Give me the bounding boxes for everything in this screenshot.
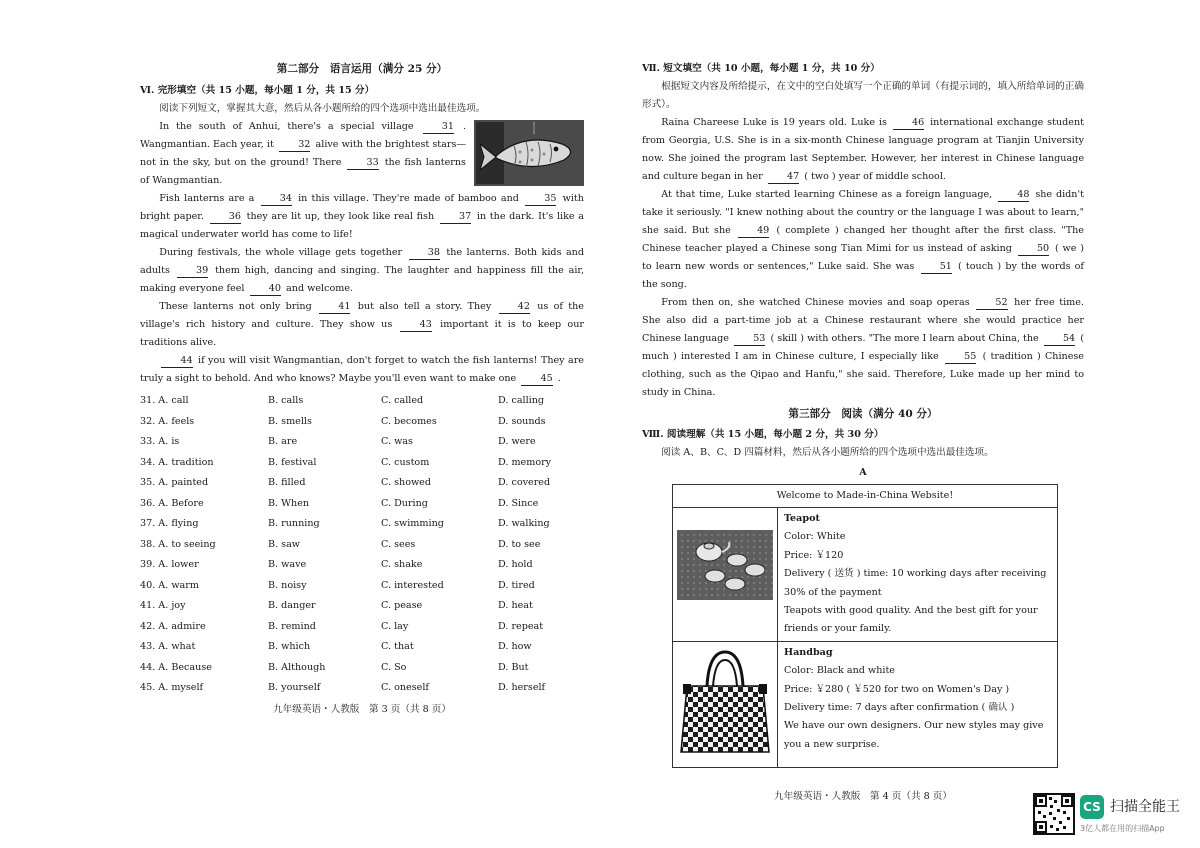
teapot-price: Price: ￥120 [784,549,844,561]
text: From then on, she watched Chinese movies and soap operas [661,297,970,308]
teapot-info [778,508,1058,642]
text: international exchange student from Georgia, U.S. She is in a six-month Chinese language program at Tianjin University now. She joined the program last September. However, her interest in Chinese language and culture began in her [642,117,1084,182]
option-choice: D. tired [498,579,535,591]
table-row [673,641,1058,767]
text: At that time, Luke started learning Chinese as a foreign language, [661,189,993,200]
option-choice: B. are [268,436,298,447]
handbag-info [778,641,1058,767]
option-choice: C. shake [381,559,423,570]
blank-31: 31 [423,120,454,134]
option-choice: B. saw [268,538,301,550]
option-choice: B. danger [268,600,316,611]
text: ( skill ) with others. "The more I learn about China, the [770,333,1039,344]
text: ( tradition ) Chinese clothing, such as the Qipao and Hanfu," she said. Therefore, Luke made up her mind to study in China. [642,351,1084,398]
option-choice: 45. A. myself [140,682,204,693]
product-table [672,484,1058,768]
option-choice: B. festival [268,456,317,468]
option-row [140,576,584,597]
text: her free time. She also did a part-time job at a Chinese restaurant where she would practice her Chinese language [642,297,1084,344]
text: they are lit up, they look like real fish [246,211,435,222]
option-choice: D. covered [498,477,551,488]
camscanner-logo: CS [1080,795,1104,819]
text: and welcome. [286,283,354,294]
text: . Wangmantian. Each year, it [140,121,466,150]
option-choice: 37. A. flying [140,518,199,529]
option-choice: D. Since [498,497,539,509]
text: alive with the brightest stars—not in the sky, but on the ground! There [140,139,466,168]
option-choice: C. pease [381,600,423,611]
text: ( touch ) by the words of the song. [642,261,1084,290]
option-choice: B. yourself [268,682,321,693]
option-choice: C. So [381,661,407,673]
cloze-options [140,391,584,699]
cloze-paragraph-4 [140,298,584,352]
handbag-description: We have our own designers. Our new styles may give you a new surprise. [784,720,1044,750]
blank-33: 33 [347,156,378,170]
part-three-title: 第三部分 阅读（满分 40 分） [788,408,938,420]
text: ( we ) to learn new words or sentences," Luke said. She was [642,243,1084,272]
text: the lanterns. Both kids and adults [140,247,584,276]
option-row [140,514,584,535]
option-choice: D. repeat [498,620,544,632]
option-choice: 40. A. warm [140,579,199,591]
option-choice: C. interested [381,579,444,591]
blank-53: 53 [734,332,765,346]
option-choice: C. that [381,641,414,652]
option-choice: B. smells [268,415,312,427]
option-choice: D. walking [498,518,550,529]
fill-instruction: 根据短文内容及所给提示，在文中的空白处填写一个正确的单词（有提示词的，填入所给单词的正确形式）。 [642,81,1084,110]
text: if you will visit Wangmantian, don't forget to watch the fish lanterns! They are truly a sight to behold. And who knows? Maybe you'll even want to make one [140,355,584,384]
option-row [140,617,584,638]
option-choice: B. which [268,641,311,652]
blank-35: 35 [525,192,556,206]
option-choice: C. called [381,395,424,406]
option-choice: C. lay [381,620,409,632]
option-choice: C. was [381,436,413,447]
fill-heading: Ⅶ. 短文填空（共 10 小题，每小题 1 分，共 10 分） [642,63,880,74]
blank-42: 42 [499,300,530,314]
option-choice: 34. A. tradition [140,456,214,468]
option-row [140,453,584,474]
handbag-photo [673,641,778,767]
option-choice: 41. A. joy [140,600,186,611]
option-choice: 39. A. lower [140,559,199,570]
fish-lantern-photo [474,120,584,186]
text: us of the village's rich history and culture. They show us [140,301,584,330]
option-choice: B. filled [268,477,306,488]
handbag-color: Color: Black and white [784,665,895,677]
teapot-delivery: Delivery ( 送货 ) time: 10 working days after receiving 30% of the payment [784,568,1047,598]
text: During festivals, the whole village gets together [159,247,403,258]
option-row [140,494,584,515]
teapot-photo [673,508,778,642]
option-row [140,432,584,453]
option-choice: 42. A. admire [140,620,206,632]
handbag-price: Price: ￥280 ( ￥520 for two on Women's Day ) [784,683,1010,695]
text: ( two ) year of middle school. [804,171,946,182]
blank-55: 55 [945,350,976,364]
cloze-heading: Ⅵ. 完形填空（共 15 小题，每小题 1 分，共 15 分） [140,85,375,96]
reading-heading: Ⅷ. 阅读理解（共 15 小题，每小题 2 分，共 30 分） [642,429,884,440]
right-page [642,60,1084,806]
text: important it is to keep our traditions alive. [140,319,584,348]
option-row [140,678,584,699]
option-choice: 31. A. call [140,395,189,406]
option-row [140,473,584,494]
option-choice: 36. A. Before [140,497,204,509]
option-choice: 43. A. what [140,641,196,652]
blank-43: 43 [400,318,431,332]
camscanner-tagline: 3亿人都在用的扫描App [1080,824,1165,833]
option-choice: D. herself [498,682,546,693]
option-row [140,391,584,412]
option-choice: D. to see [498,538,541,550]
option-choice: 44. A. Because [140,661,212,673]
text: . [557,373,561,384]
option-choice: 33. A. is [140,436,180,447]
option-choice: D. calling [498,395,545,406]
article-letter: A [859,467,867,478]
blank-36: 36 [210,210,241,224]
option-choice: B. noisy [268,579,307,591]
table-row [673,508,1058,642]
option-row [140,412,584,433]
blank-44: 44 [161,354,192,368]
option-choice: 38. A. to seeing [140,538,216,550]
text: with bright paper. [140,193,584,222]
option-choice: B. remind [268,620,316,632]
option-choice: C. becomes [381,415,437,427]
text: she didn't take it seriously. "I knew nothing about the country or the language I was about to learn," she said. But she [642,189,1084,236]
option-choice: B. Although [268,661,326,673]
reading-instruction: 阅读 A、B、C、D 四篇材料，然后从各小题所给的四个选项中选出最佳选项。 [661,447,994,458]
cloze-paragraph-5 [140,352,584,388]
blank-48: 48 [998,188,1029,202]
teapot-name: Teapot [784,513,820,524]
text: ( much ) interested I am in Chinese culture, I especially like [642,333,1084,362]
left-page [140,60,584,719]
option-choice: B. calls [268,395,304,406]
teapot-description: Teapots with good quality. And the best gift for your friends or your family. [784,605,1038,635]
option-choice: D. sounds [498,415,546,427]
blank-50: 50 [1018,242,1049,256]
cloze-paragraph-2 [140,190,584,244]
option-choice: B. running [268,518,320,529]
text: the fish lanterns of Wangmantian. [140,157,466,186]
text: in the dark. It's like a magical underwater world has come to life! [140,211,584,240]
option-choice: C. swimming [381,518,444,529]
option-choice: C. sees [381,538,416,550]
text: ( complete ) changed her thought after the first class. "The Chinese teacher played a Chinese song Tian Mimi for us instead of asking [642,225,1084,254]
handbag-delivery: Delivery time: 7 days after confirmation ( 确认 ) [784,702,1015,714]
page-footer-4: 九年级英语・人教版 第 4 页（共 8 页） [774,790,952,802]
blank-41: 41 [319,300,350,314]
teapot-color: Color: White [784,531,846,543]
cloze-paragraph-3 [140,244,584,298]
blank-45: 45 [521,372,552,386]
option-row [140,637,584,658]
text: them high, dancing and singing. The laughter and happiness fill the air, making everyone feel [140,265,584,294]
option-choice: 32. A. feels [140,415,195,427]
option-choice: B. When [268,497,310,509]
text: but also tell a story. They [357,301,492,312]
blank-51: 51 [921,260,952,274]
option-choice: D. hold [498,559,533,570]
option-choice: D. But [498,661,529,673]
option-choice: C. During [381,497,428,509]
option-choice: D. were [498,436,536,447]
fill-paragraph-1 [642,114,1084,186]
blank-38: 38 [409,246,440,260]
option-choice: C. custom [381,456,430,468]
fill-paragraph-2 [642,186,1084,294]
blank-40: 40 [250,282,281,296]
handbag-name: Handbag [784,646,833,658]
option-choice: 35. A. painted [140,477,209,488]
table-header: Welcome to Made-in-China Website! [673,485,1058,508]
option-choice: C. oneself [381,682,429,693]
option-choice: B. wave [268,559,307,570]
option-row [140,535,584,556]
text: Raina Chareese Luke is 19 years old. Luke is [661,117,887,128]
option-choice: D. heat [498,600,533,611]
blank-34: 34 [261,192,292,206]
option-choice: D. memory [498,456,552,468]
text: These lanterns not only bring [159,301,312,312]
camscanner-name: 扫描全能王 [1110,799,1180,815]
option-row [140,555,584,576]
option-choice: C. showed [381,477,432,488]
qr-code-icon [1033,793,1075,835]
part-two-title: 第二部分 语言运用（满分 25 分） [276,63,448,75]
cloze-instruction: 阅读下列短文，掌握其大意，然后从各小题所给的四个选项中选出最佳选项。 [159,103,486,114]
text: In the south of Anhui, there's a special village [159,121,414,132]
option-row [140,596,584,617]
page-footer-3: 九年级英语・人教版 第 3 页（共 8 页） [273,703,451,715]
blank-54: 54 [1044,332,1075,346]
blank-39: 39 [177,264,208,278]
blank-46: 46 [893,116,924,130]
blank-49: 49 [738,224,769,238]
blank-32: 32 [279,138,310,152]
fill-paragraph-3 [642,294,1084,402]
text: in this village. They're made of bamboo and [298,193,519,204]
blank-37: 37 [440,210,471,224]
option-choice: D. how [498,641,532,652]
blank-47: 47 [768,170,799,184]
blank-52: 52 [976,296,1007,310]
option-row [140,658,584,679]
text: Fish lanterns are a [159,193,255,204]
